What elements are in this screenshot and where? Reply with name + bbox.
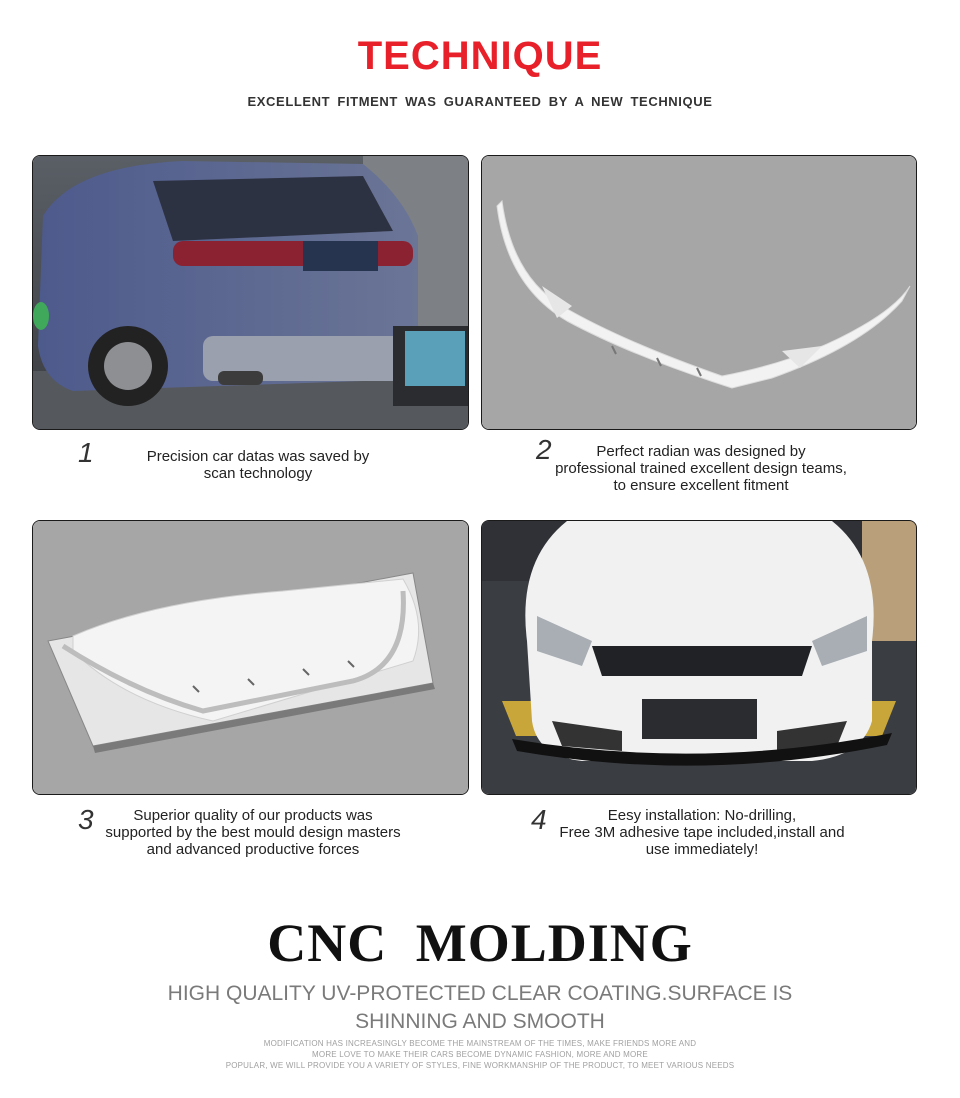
step-number-2: 2 — [536, 434, 552, 465]
photo-car-scan — [32, 155, 469, 430]
step-caption-1: Precision car datas was saved by scan technology — [146, 448, 370, 482]
step-caption-3: Superior quality of our products was supported by the best mould design masters and advanced productive forces — [105, 807, 401, 858]
step-number-4: 4 — [531, 804, 547, 835]
cnc-description: HIGH QUALITY UV-PROTECTED CLEAR COATING.SURFACE IS SHINNING AND SMOOTH — [167, 982, 793, 1033]
step-number-1: 1 — [78, 437, 94, 468]
render-lip-radian — [481, 155, 917, 430]
step-caption-4: Eesy installation: No-drilling, Free 3M adhesive tape included,install and use immediately! — [559, 807, 845, 858]
photo-car-installed — [481, 520, 917, 795]
page-subtitle: EXCELLENT FITMENT WAS GUARANTEED BY A NEW TECHNIQUE — [247, 94, 713, 109]
cnc-molding-title: CNC MOLDING — [267, 913, 693, 973]
step-caption-2: Perfect radian was designed by professional trained excellent design teams, to ensure excellent fitment — [555, 443, 847, 494]
step-number-3: 3 — [78, 804, 94, 835]
cnc-fine-print: MODIFICATION HAS INCREASINGLY BECOME THE MAINSTREAM OF THE TIMES, MAKE FRIENDS MORE AND MORE LOVE TO MAKE THEIR CARS BECOME DYNAMIC FASHION, MORE AND MORE POPULAR, WE WILL PROVIDE YOU A VARIETY OF STYLES, FINE WORKMANSHIP OF THE PRODUCT, TO MEET VARIOUS NEEDS — [225, 1039, 735, 1070]
render-mould — [32, 520, 469, 795]
page-title: TECHNIQUE — [357, 34, 603, 78]
